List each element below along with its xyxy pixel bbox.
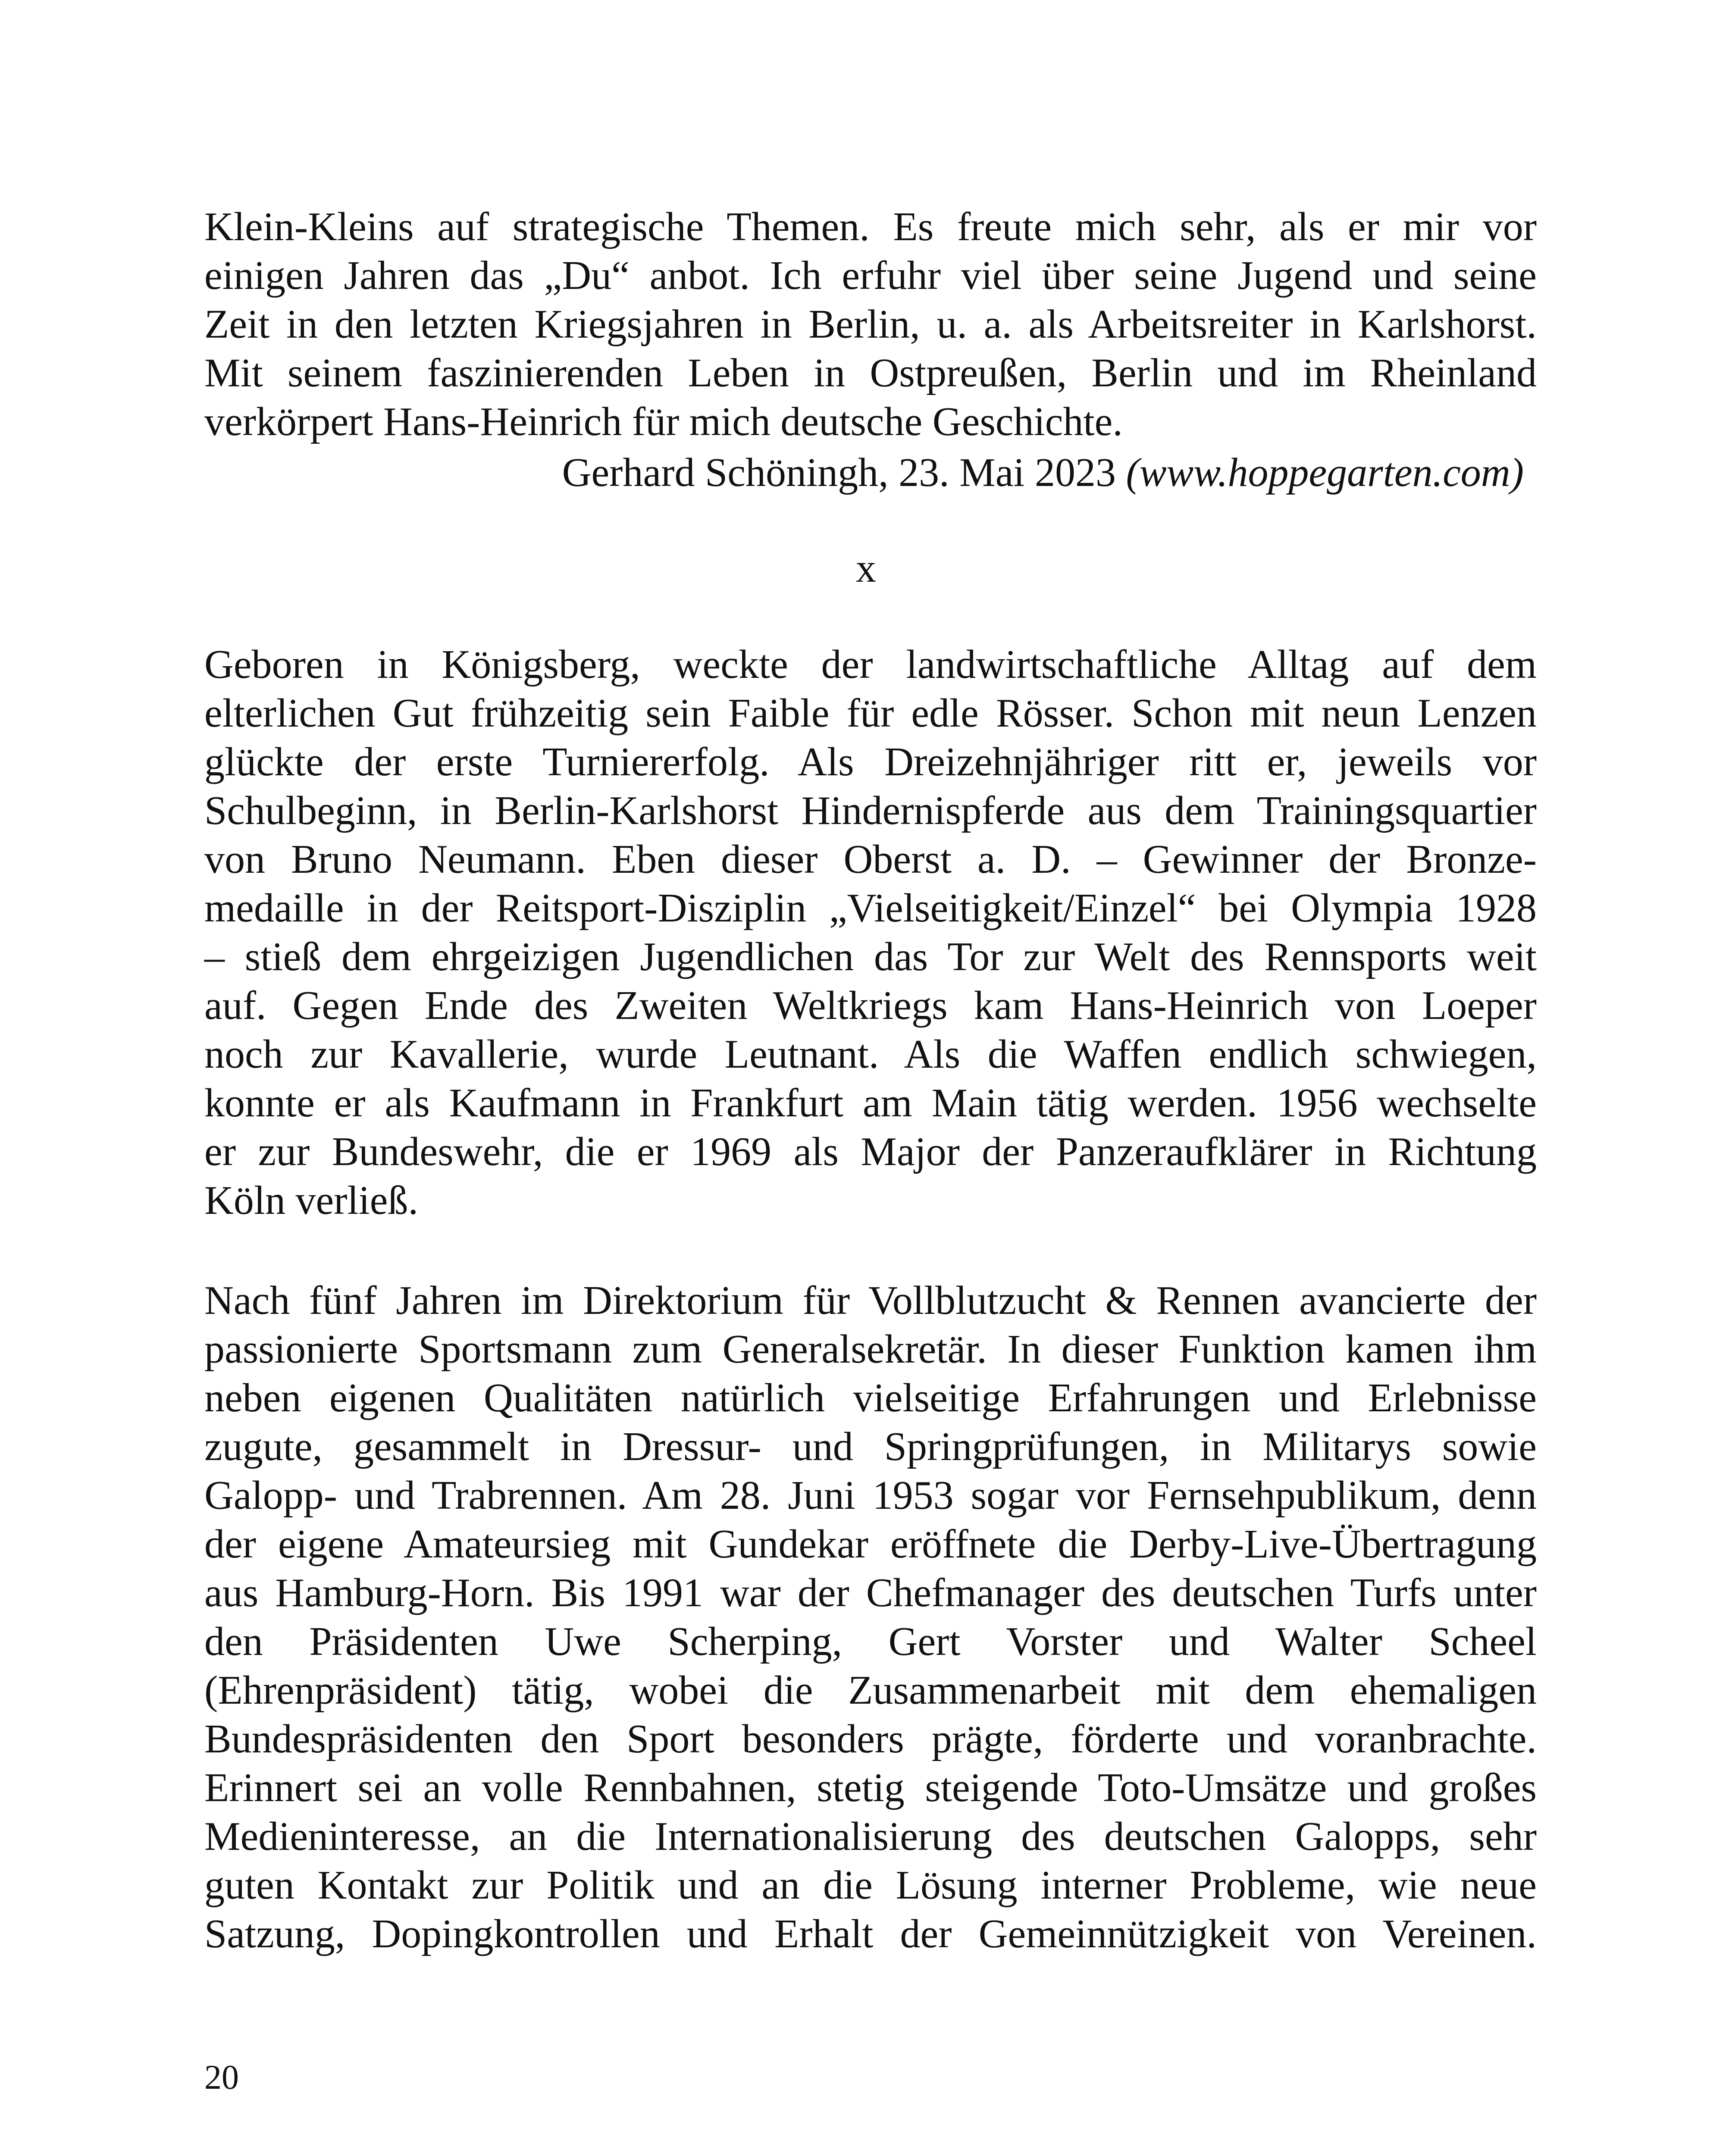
- paragraph-line: neben eigenen Qualitäten natürlich vielseitige Erfahrungen und Erlebnisse: [204, 1376, 1537, 1420]
- paragraph-line: Bundespräsidenten den Sport besonders prägte, förderte und voranbrachte.: [204, 1717, 1537, 1761]
- paragraph-line: Mit seinem faszinierenden Leben in Ostpreußen, Berlin und im Rheinland: [204, 351, 1537, 395]
- paragraph-line: (Ehrenpräsident) tätig, wobei die Zusammenarbeit mit dem ehemaligen: [204, 1668, 1537, 1713]
- paragraph-line: auf. Gegen Ende des Zweiten Weltkriegs kam Hans-Heinrich von Loeper: [204, 983, 1537, 1028]
- paragraph-line: er zur Bundeswehr, die er 1969 als Major der Panzeraufklärer in Richtung: [204, 1129, 1537, 1174]
- paragraph-line: Galopp- und Trabrennen. Am 28. Juni 1953 sogar vor Fernsehpublikum, denn: [204, 1473, 1537, 1518]
- paragraph-line: Medieninteresse, an die Internationalisierung des deutschen Galopps, sehr: [204, 1814, 1537, 1859]
- paragraph-line: Klein-Kleins auf strategische Themen. Es freute mich sehr, als er mir vor: [204, 204, 1537, 249]
- signature-author-date: Gerhard Schöningh, 23. Mai 2023: [562, 450, 1126, 495]
- paragraph-line: von Bruno Neumann. Eben dieser Oberst a. D. – Gewinner der Bronze-: [204, 837, 1537, 882]
- paragraph-line: Zeit in den letzten Kriegsjahren in Berlin, u. a. als Arbeitsreiter in Karlshorst.: [204, 302, 1537, 347]
- signature-line: [204, 448, 1524, 497]
- paragraph-line: Nach fünf Jahren im Direktorium für Vollblutzucht & Rennen avancierte der: [204, 1278, 1537, 1323]
- paragraph-line: Köln verließ.: [204, 1178, 418, 1223]
- paragraph-line: aus Hamburg-Horn. Bis 1991 war der Chefmanager des deutschen Turfs unter: [204, 1570, 1537, 1615]
- paragraph-line: Geboren in Königsberg, weckte der landwirtschaftliche Alltag auf dem: [204, 642, 1537, 687]
- paragraph-line: passionierte Sportsmann zum Generalsekretär. In dieser Funktion kamen ihm: [204, 1327, 1537, 1372]
- paragraph-line: medaille in der Reitsport-Disziplin „Vielseitigkeit/Einzel“ bei Olympia 1928: [204, 886, 1537, 931]
- paragraph-line: verkörpert Hans-Heinrich für mich deutsche Geschichte.: [204, 399, 1123, 444]
- paragraph-line: – stieß dem ehrgeizigen Jugendlichen das Tor zur Welt des Rennsports weit: [204, 934, 1537, 979]
- paragraph-line: der eigene Amateursieg mit Gundekar eröffnete die Derby-Live-Übertragung: [204, 1522, 1537, 1567]
- paragraph-line: Erinnert sei an volle Rennbahnen, stetig steigende Toto-Umsätze und großes: [204, 1765, 1537, 1810]
- paragraph-line: Schulbeginn, in Berlin-Karlshorst Hindernispferde aus dem Trainingsquartier: [204, 788, 1537, 833]
- signature-source: (www.hoppegarten.com): [1126, 450, 1524, 495]
- paragraph-line: guten Kontakt zur Politik und an die Lösung interner Probleme, wie neue: [204, 1863, 1537, 1908]
- section-separator: x: [856, 546, 876, 591]
- paragraph-testimonial: [204, 203, 1537, 446]
- paragraph-line: einigen Jahren das „Du“ anbot. Ich erfuhr viel über seine Jugend und seine: [204, 253, 1537, 298]
- paragraph-line: konnte er als Kaufmann in Frankfurt am Main tätig werden. 1956 wechselte: [204, 1081, 1537, 1125]
- paragraph-line: noch zur Kavallerie, wurde Leutnant. Als die Waffen endlich schwiegen,: [204, 1032, 1537, 1077]
- paragraph-line: zugute, gesammelt in Dressur- und Springprüfungen, in Militarys sowie: [204, 1424, 1537, 1469]
- paragraph-line: elterlichen Gut frühzeitig sein Faible für edle Rösser. Schon mit neun Lenzen: [204, 691, 1537, 736]
- paragraph-career: [204, 1276, 1537, 1959]
- paragraph-line: den Präsidenten Uwe Scherping, Gert Vorster und Walter Scheel: [204, 1619, 1537, 1664]
- paragraph-biography: [204, 640, 1537, 1225]
- paragraph-line: Satzung, Dopingkontrollen und Erhalt der Gemeinnützigkeit von Vereinen.: [204, 1912, 1537, 1956]
- paragraph-line: glückte der erste Turniererfolg. Als Dreizehnjähriger ritt er, jeweils vor: [204, 740, 1537, 784]
- page-number: 20: [204, 2059, 239, 2096]
